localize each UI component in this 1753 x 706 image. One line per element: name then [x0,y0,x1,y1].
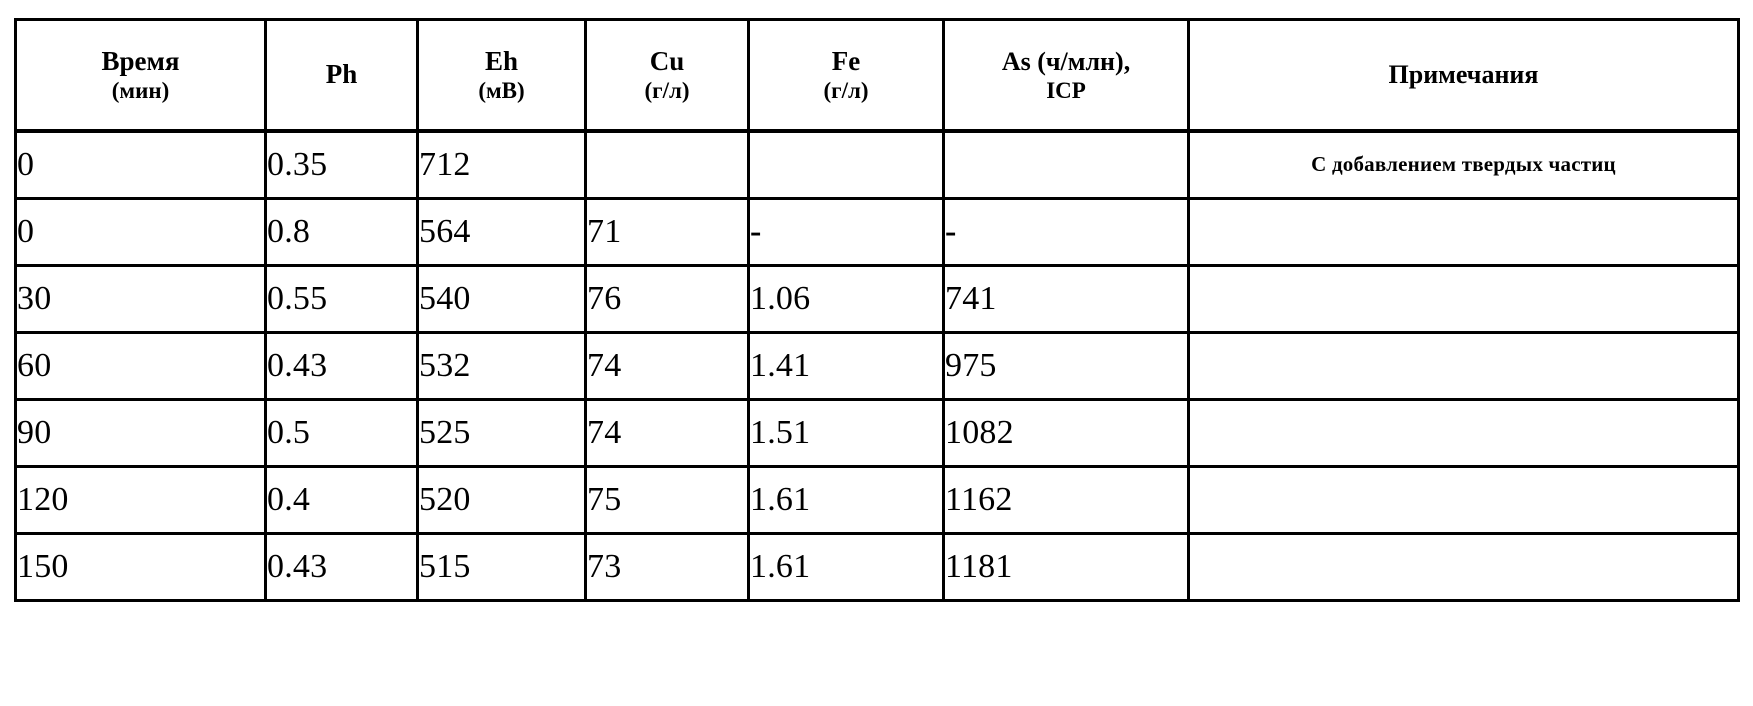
cell-fe: 1.41 [749,332,944,399]
column-header-time [16,20,266,132]
table-container [14,18,1737,602]
column-header-cu [586,20,749,132]
cell-cu: 75 [586,466,749,533]
cell-time: 120 [16,466,266,533]
cell-as [944,131,1189,198]
cell-notes [1189,198,1739,265]
table-row [16,332,1739,399]
column-header-as [944,20,1189,132]
cell-notes: С добавлением твердых частиц [1189,131,1739,198]
measurements-table [14,18,1740,602]
column-header-as-sub: ICP [1046,77,1086,103]
cell-time: 30 [16,265,266,332]
column-header-fe-sub: (г/л) [823,78,869,104]
cell-notes [1189,399,1739,466]
table-row [16,533,1739,600]
cell-ph: 0.55 [266,265,418,332]
cell-fe: 1.51 [749,399,944,466]
cell-as: 1082 [944,399,1189,466]
cell-eh: 532 [418,332,586,399]
cell-notes [1189,533,1739,600]
cell-as: 741 [944,265,1189,332]
cell-notes [1189,466,1739,533]
column-header-eh-sub: (мВ) [478,78,525,104]
cell-ph: 0.35 [266,131,418,198]
cell-time: 150 [16,533,266,600]
table-row [16,399,1739,466]
column-header-cu-main: Cu [649,45,685,76]
cell-eh: 540 [418,265,586,332]
cell-eh: 525 [418,399,586,466]
cell-fe: 1.61 [749,533,944,600]
cell-time: 60 [16,332,266,399]
cell-notes [1189,332,1739,399]
column-header-ph-main: Ph [325,59,358,90]
cell-ph: 0.5 [266,399,418,466]
column-header-eh-main: Eh [484,45,519,76]
cell-cu: 74 [586,332,749,399]
cell-cu [586,131,749,198]
cell-ph: 0.4 [266,466,418,533]
cell-time: 90 [16,399,266,466]
table-row [16,131,1739,198]
cell-notes [1189,265,1739,332]
cell-fe [749,131,944,198]
table-row [16,198,1739,265]
table-row [16,466,1739,533]
cell-time: 0 [16,131,266,198]
cell-as: 975 [944,332,1189,399]
cell-cu: 71 [586,198,749,265]
cell-fe: 1.61 [749,466,944,533]
column-header-ph [266,20,418,132]
cell-eh: 712 [418,131,586,198]
column-header-notes-main: Примечания [1388,59,1539,89]
column-header-fe [749,20,944,132]
cell-cu: 74 [586,399,749,466]
column-header-eh [418,20,586,132]
cell-as: - [944,198,1189,265]
table-header [16,20,1739,132]
cell-cu: 73 [586,533,749,600]
cell-as: 1162 [944,466,1189,533]
table-row [16,265,1739,332]
column-header-fe-main: Fe [831,45,861,76]
cell-fe: 1.06 [749,265,944,332]
cell-fe: - [749,198,944,265]
column-header-as-main: As (ч/млн), [1001,46,1131,76]
cell-ph: 0.43 [266,332,418,399]
column-header-notes [1189,20,1739,132]
table-header-row [16,20,1739,132]
column-header-cu-sub: (г/л) [644,78,690,104]
cell-eh: 520 [418,466,586,533]
cell-eh: 515 [418,533,586,600]
cell-ph: 0.8 [266,198,418,265]
cell-eh: 564 [418,198,586,265]
table-body [16,131,1739,600]
cell-time: 0 [16,198,266,265]
cell-ph: 0.43 [266,533,418,600]
cell-cu: 76 [586,265,749,332]
column-header-time-sub: (мин) [111,78,170,104]
cell-as: 1181 [944,533,1189,600]
column-header-time-main: Время [101,45,180,76]
